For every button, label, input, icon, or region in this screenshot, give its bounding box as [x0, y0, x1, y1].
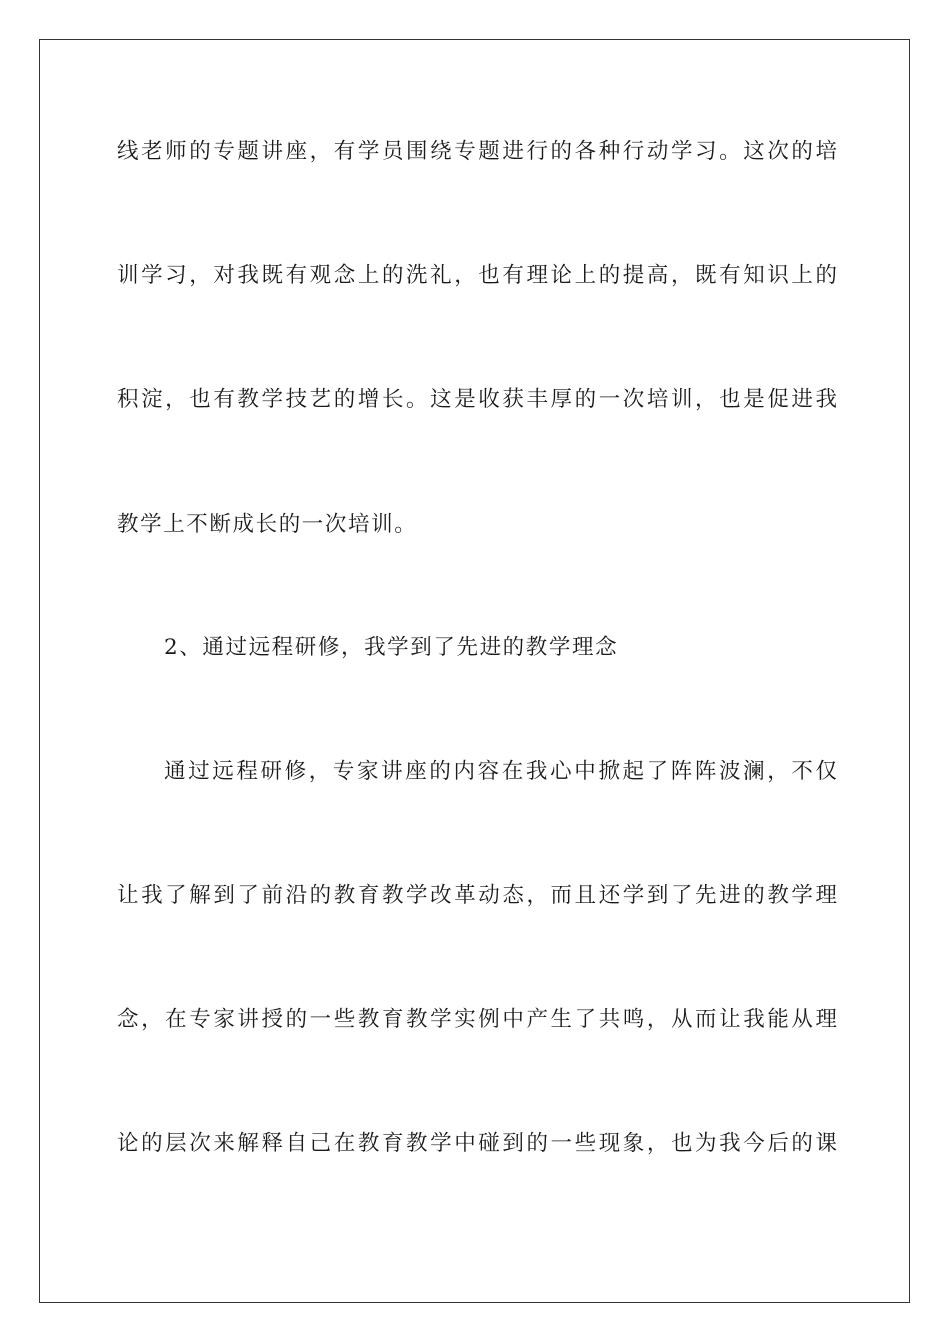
section-heading: 2、通过远程研修，我学到了先进的教学理念: [164, 635, 619, 660]
body-text-line: 通过远程研修，专家讲座的内容在我心中掀起了阵阵波澜，不仅: [164, 759, 837, 784]
body-text-line: 教学上不断成长的一次培训。: [117, 512, 418, 537]
page-frame: [39, 39, 910, 1303]
body-text-line: 线老师的专题讲座，有学员围绕专题进行的各种行动学习。这次的培: [117, 139, 837, 164]
body-text-line: 训学习，对我既有观念上的洗礼，也有理论上的提高，既有知识上的: [117, 263, 837, 288]
body-text-line: 积淀，也有教学技艺的增长。这是收获丰厚的一次培训，也是促进我: [117, 387, 837, 412]
body-text-line: 念，在专家讲授的一些教育教学实例中产生了共鸣，从而让我能从理: [117, 1007, 837, 1032]
body-text-line: 让我了解到了前沿的教育教学改革动态，而且还学到了先进的教学理: [117, 883, 837, 908]
body-text-line: 论的层次来解释自己在教育教学中碰到的一些现象，也为我今后的课: [117, 1131, 837, 1156]
